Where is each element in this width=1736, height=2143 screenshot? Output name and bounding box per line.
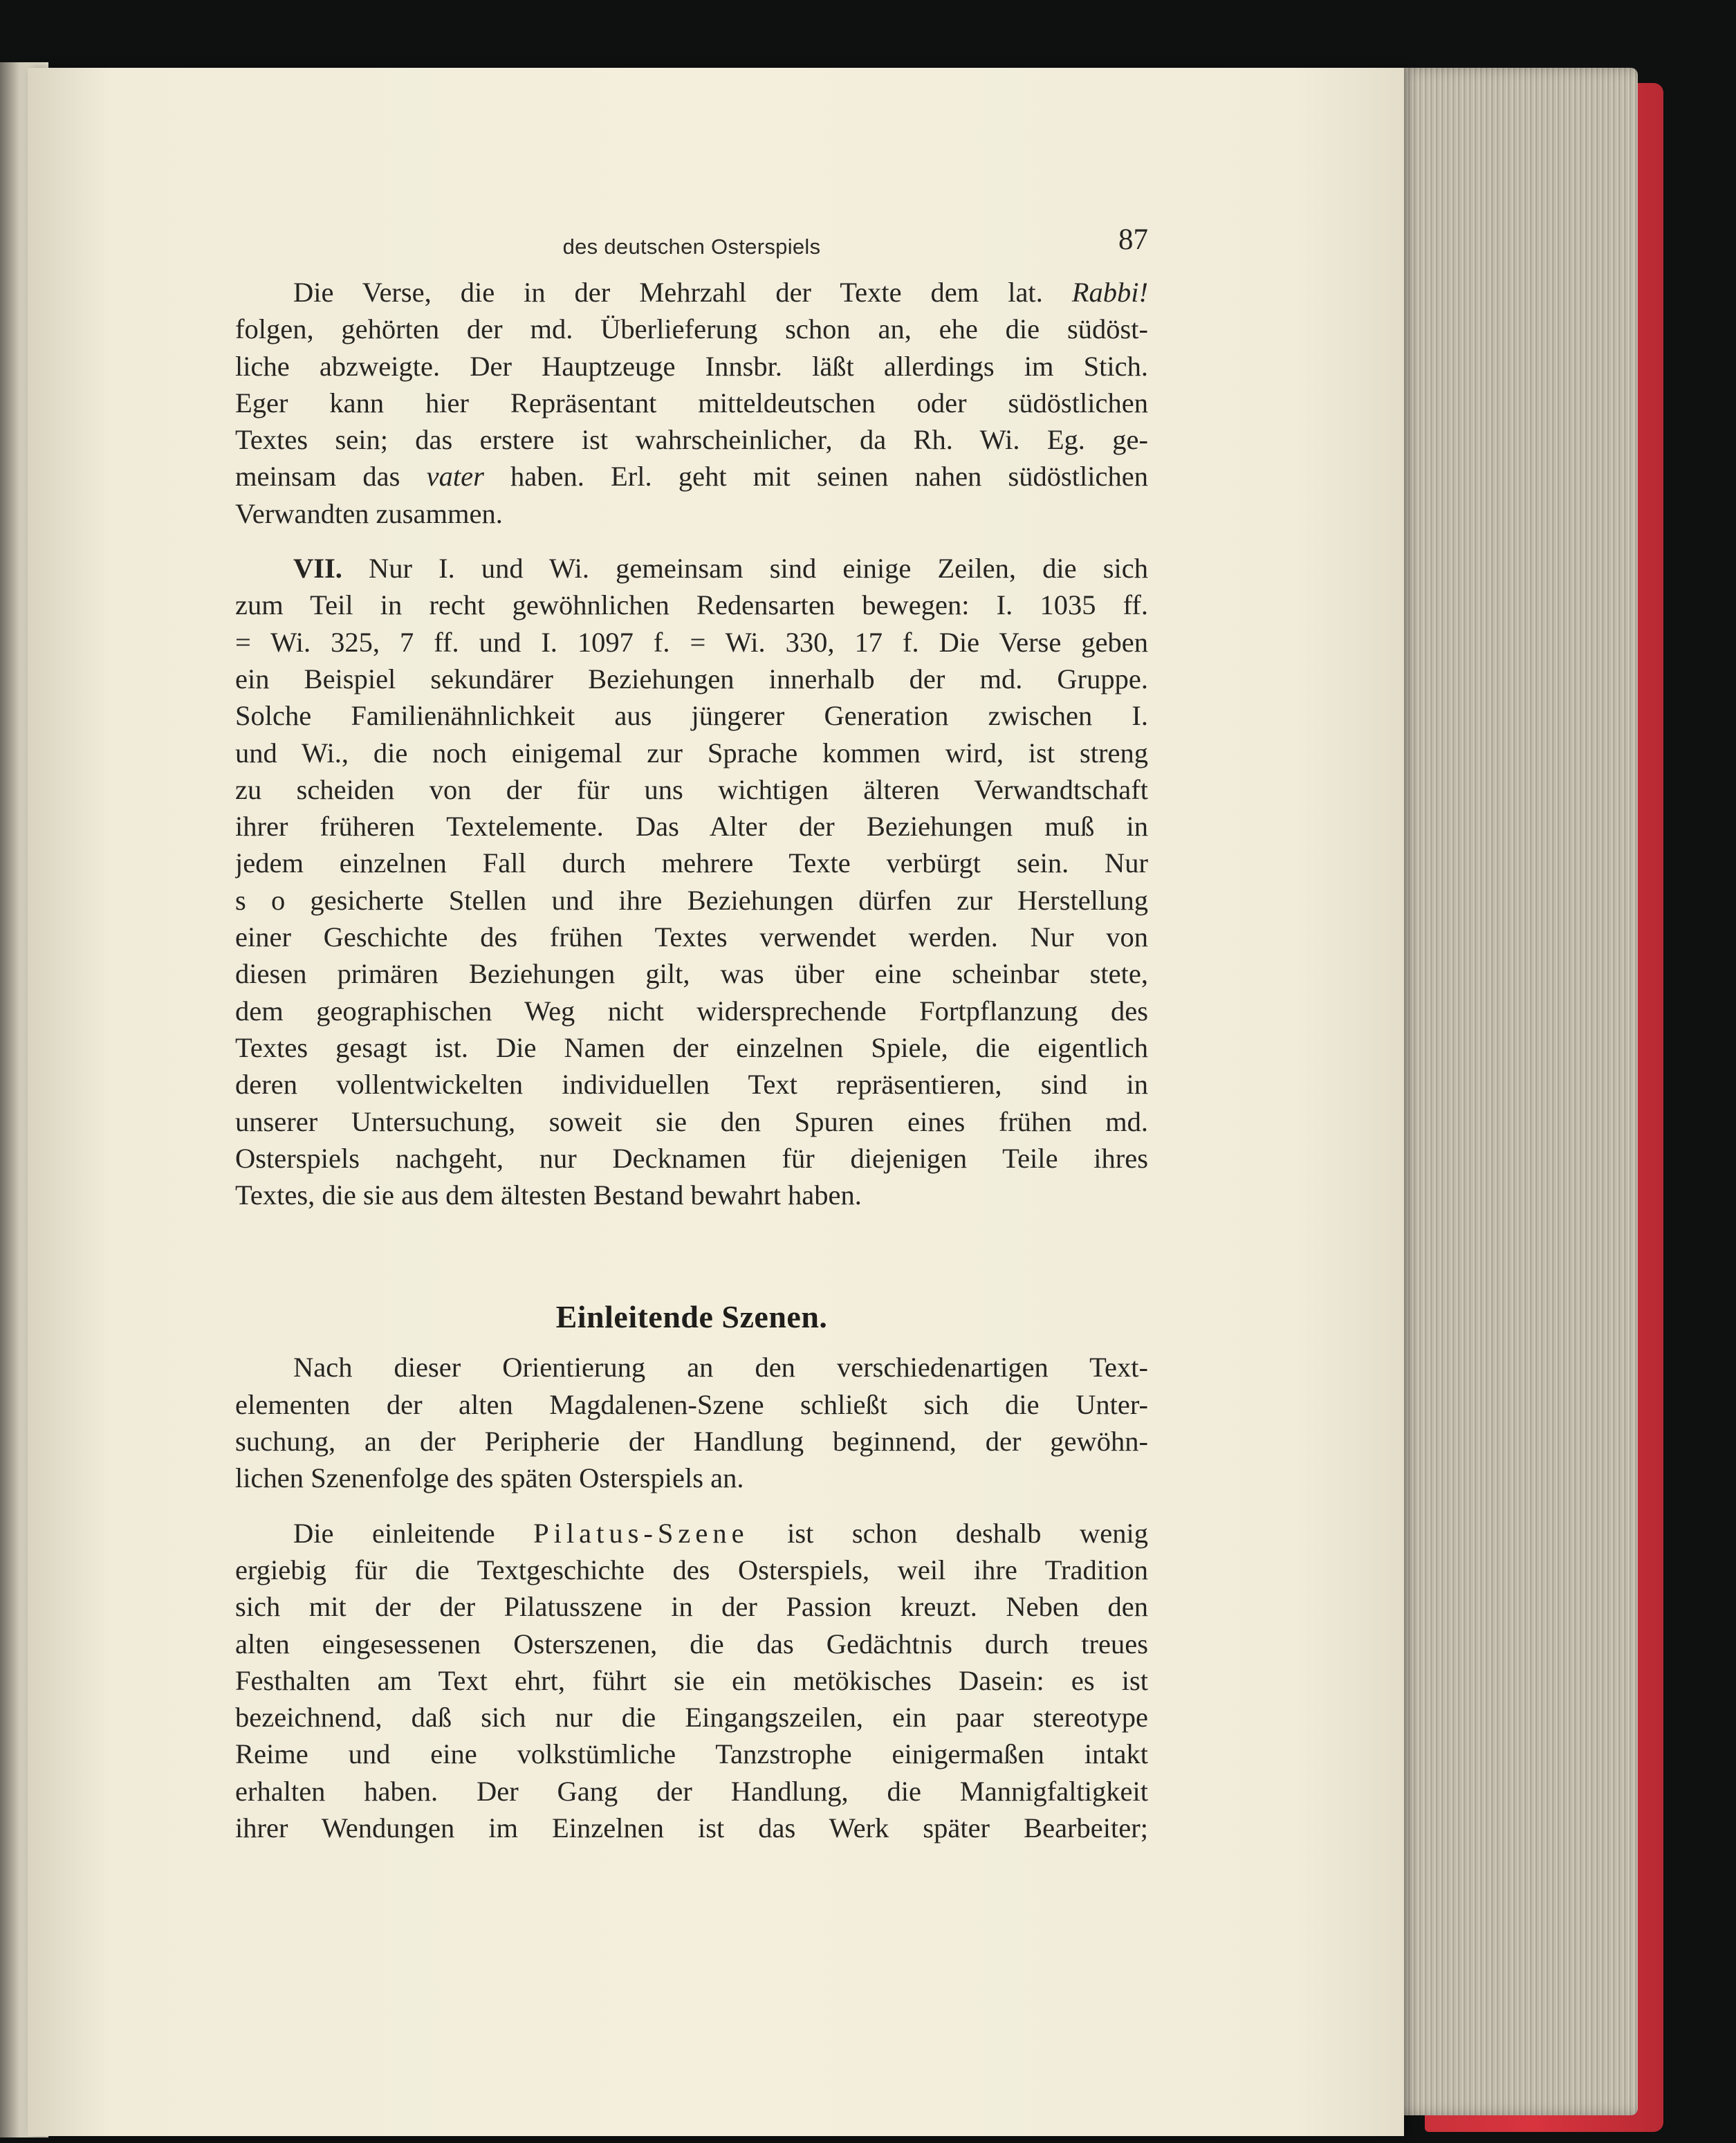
text-line: Die Verse, die in der Mehrzahl der Texte dem lat. Rabbi!: [293, 277, 1148, 308]
text-line: erhalten haben. Der Gang der Handlung, die Mannigfaltigkeit: [235, 1775, 1148, 1807]
text-line: bezeichnend, daß sich nur die Eingangszeilen, ein paar stereotype: [235, 1702, 1148, 1733]
text-line: ein Beispiel sekundärer Beziehungen innerhalb der md. Gruppe.: [235, 663, 1148, 695]
page-block-edge: [1383, 68, 1638, 2115]
text-line: elementen der alten Magdalenen-Szene schließt sich die Unter-: [235, 1388, 1148, 1420]
text-line: lichen Szenenfolge des späten Osterspiels an.: [235, 1462, 744, 1494]
text-line: suchung, an der Peripherie der Handlung beginnend, der gewöhn-: [235, 1426, 1148, 1457]
text-line: Osterspiels nachgeht, nur Decknamen für diejenigen Teile ihres: [235, 1142, 1148, 1174]
page-number: 87: [1118, 223, 1148, 256]
text-line: Reime und eine volkstümliche Tanzstrophe einigermaßen intakt: [235, 1738, 1148, 1770]
text-line: zum Teil in recht gewöhnlichen Redensarten bewegen: I. 1035 ff.: [235, 589, 1148, 621]
text-line: Textes, die sie aus dem ältesten Bestand bewahrt haben.: [235, 1179, 862, 1211]
text-line: liche abzweigte. Der Hauptzeuge Innsbr. läßt allerdings im Stich.: [235, 350, 1148, 382]
text-line: alten eingesessenen Osterszenen, die das Gedächtnis durch treues: [235, 1628, 1148, 1659]
text-line: ihrer Wendungen im Einzelnen ist das Werk später Bearbeiter;: [235, 1812, 1148, 1843]
text-line: Verwandten zusammen.: [235, 497, 503, 529]
text-line: und Wi., die noch einigemal zur Sprache kommen wird, ist streng: [235, 737, 1148, 769]
text-line: Festhalten am Text ehrt, führt sie ein metökisches Dasein: es ist: [235, 1664, 1148, 1696]
text-line: Die einleitende Pilatus-Szene ist schon deshalb wenig: [293, 1517, 1148, 1549]
text-line: diesen primären Beziehungen gilt, was über eine scheinbar stete,: [235, 958, 1148, 990]
text-line: Eger kann hier Repräsentant mitteldeutschen oder südöstlichen: [235, 387, 1148, 419]
text-line: VII. Nur I. und Wi. gemeinsam sind einige Zeilen, die sich: [293, 553, 1148, 585]
text-line: Solche Familienähnlichkeit aus jüngerer Generation zwischen I.: [235, 700, 1148, 732]
paragraph-orientation: [235, 1349, 1148, 1496]
text-line: = Wi. 325, 7 ff. und I. 1097 f. = Wi. 330, 17 f. Die Verse geben: [235, 626, 1148, 658]
text-line: Textes gesagt ist. Die Namen der einzelnen Spiele, die eigentlich: [235, 1031, 1148, 1063]
text-line: Nach dieser Orientierung an den verschiedenartigen Text-: [293, 1352, 1148, 1383]
text-line: s o gesicherte Stellen und ihre Beziehungen dürfen zur Herstellung: [235, 884, 1148, 916]
paragraph-verses: [235, 274, 1148, 532]
text-line: ergiebig für die Textgeschichte des Osterspiels, weil ihre Tradition: [235, 1554, 1148, 1585]
text-line: jedem einzelnen Fall durch mehrere Texte verbürgt sein. Nur: [235, 847, 1148, 879]
text-line: folgen, gehörten der md. Überlieferung schon an, ehe die südöst-: [235, 313, 1148, 345]
text-line: deren vollentwickelten individuellen Text repräsentieren, sind in: [235, 1069, 1148, 1101]
running-head: [235, 221, 1148, 263]
text-line: unserer Untersuchung, soweit sie den Spuren eines frühen md.: [235, 1105, 1148, 1137]
text-line: einer Geschichte des frühen Textes verwendet werden. Nur von: [235, 921, 1148, 953]
section-heading: Einleitende Szenen.: [555, 1299, 828, 1335]
text-line: dem geographischen Weg nicht widersprechende Fortpflanzung des: [235, 995, 1148, 1027]
text-line: Textes sein; das erstere ist wahrscheinlicher, da Rh. Wi. Eg. ge-: [235, 424, 1148, 456]
running-title: des deutschen Osterspiels: [562, 234, 821, 259]
paragraph-pilatus: [235, 1515, 1148, 1847]
text-line: zu scheiden von der für uns wichtigen älteren Verwandtschaft: [235, 773, 1148, 805]
text-line: meinsam das vater haben. Erl. geht mit seinen nahen südöstlichen: [235, 461, 1148, 493]
page-text: [235, 221, 1148, 1846]
text-line: ihrer früheren Textelemente. Das Alter der Beziehungen muß in: [235, 811, 1148, 843]
text-line: sich mit der der Pilatusszene in der Passion kreuzt. Neben den: [235, 1591, 1148, 1623]
paragraph-vii: [235, 550, 1148, 1213]
